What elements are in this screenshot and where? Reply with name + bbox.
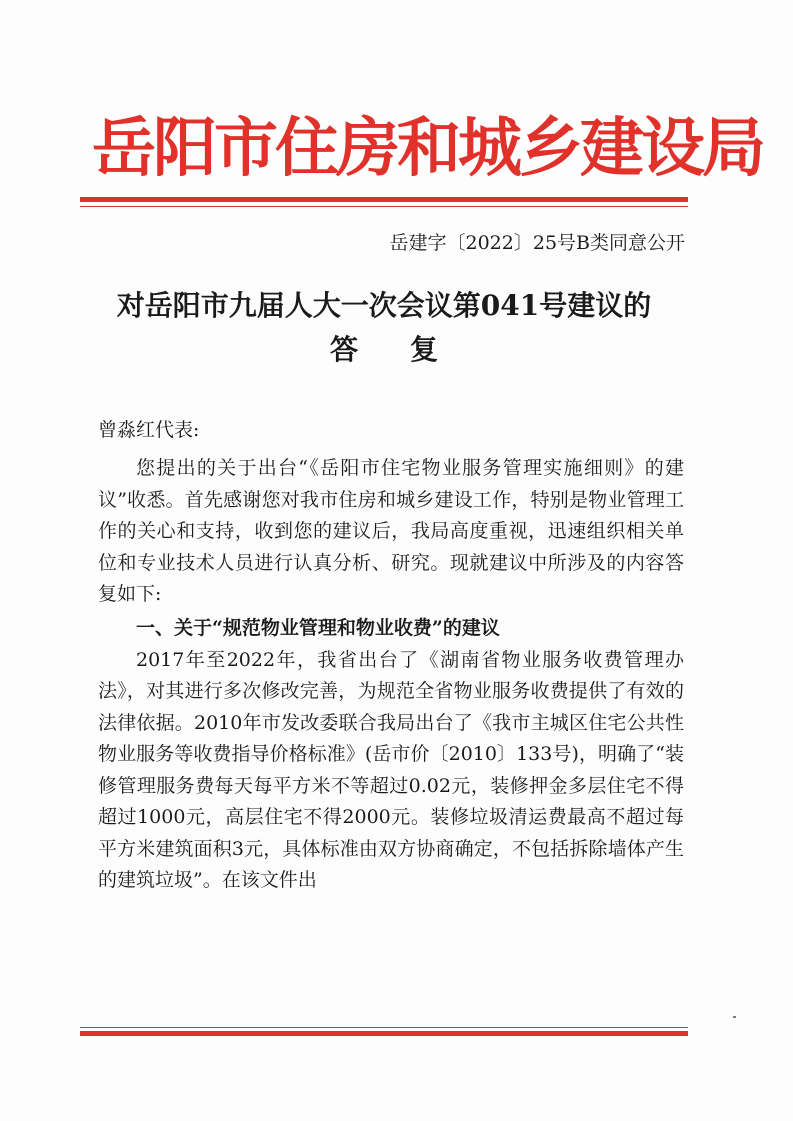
salutation: 曾淼红代表: [98,419,200,441]
letterhead-organization-title: 岳阳市住房和城乡建设局 [92,111,763,186]
letterhead-rule-thin [80,206,688,207]
paragraph-acknowledgement: 您提出的关于出台“《岳阳市住宅物业服务管理实施细则》的建议”收悉。首先感谢您对我市住房和城乡建设工作，特别是物业管理工作的关心和支持，收到您的建议后，我局高度重视，迅速组织相关单位和专业技术人员进行认真分析、研究。现就建议中所涉及的内容答复如下: [98,457,684,605]
footer-rule-thick [80,1031,688,1036]
letterhead-rule-thick [80,197,688,202]
footer-rule-thin [80,1027,688,1028]
document-number: 岳建字〔2022〕25号B类同意公开 [389,232,685,254]
document-heading-line2: 答复 [329,333,490,366]
paragraph-fee-regulations: 2017年至2022年，我省出台了《湖南省物业服务收费管理办法》，对其进行多次修改完善，为规范全省物业服务收费提供了有效的法律依据。2010年市发改委联合我局出台了《我市主城区住宅公共性物业服务等收费指导价格标准》(岳市价〔2010〕133号)，明确了“装修管理服务费每天每平方米不等超过0.02元，装修押金多层住宅不得超过1000元，高层住宅不得2000元。装修垃圾清运费最高不超过每平方米建筑面积3元，具体标准由双方协商确定，不包括拆除墙体产生的建筑垃圾”。在该文件出 [98,648,684,891]
document-heading-line1: 对岳阳市九届人大一次会议第041号建议的 [116,289,652,322]
document-body [98,414,684,897]
section-heading-1: 一、关于“规范物业管理和物业收费”的建议 [136,616,500,639]
scan-speck [733,1016,736,1018]
